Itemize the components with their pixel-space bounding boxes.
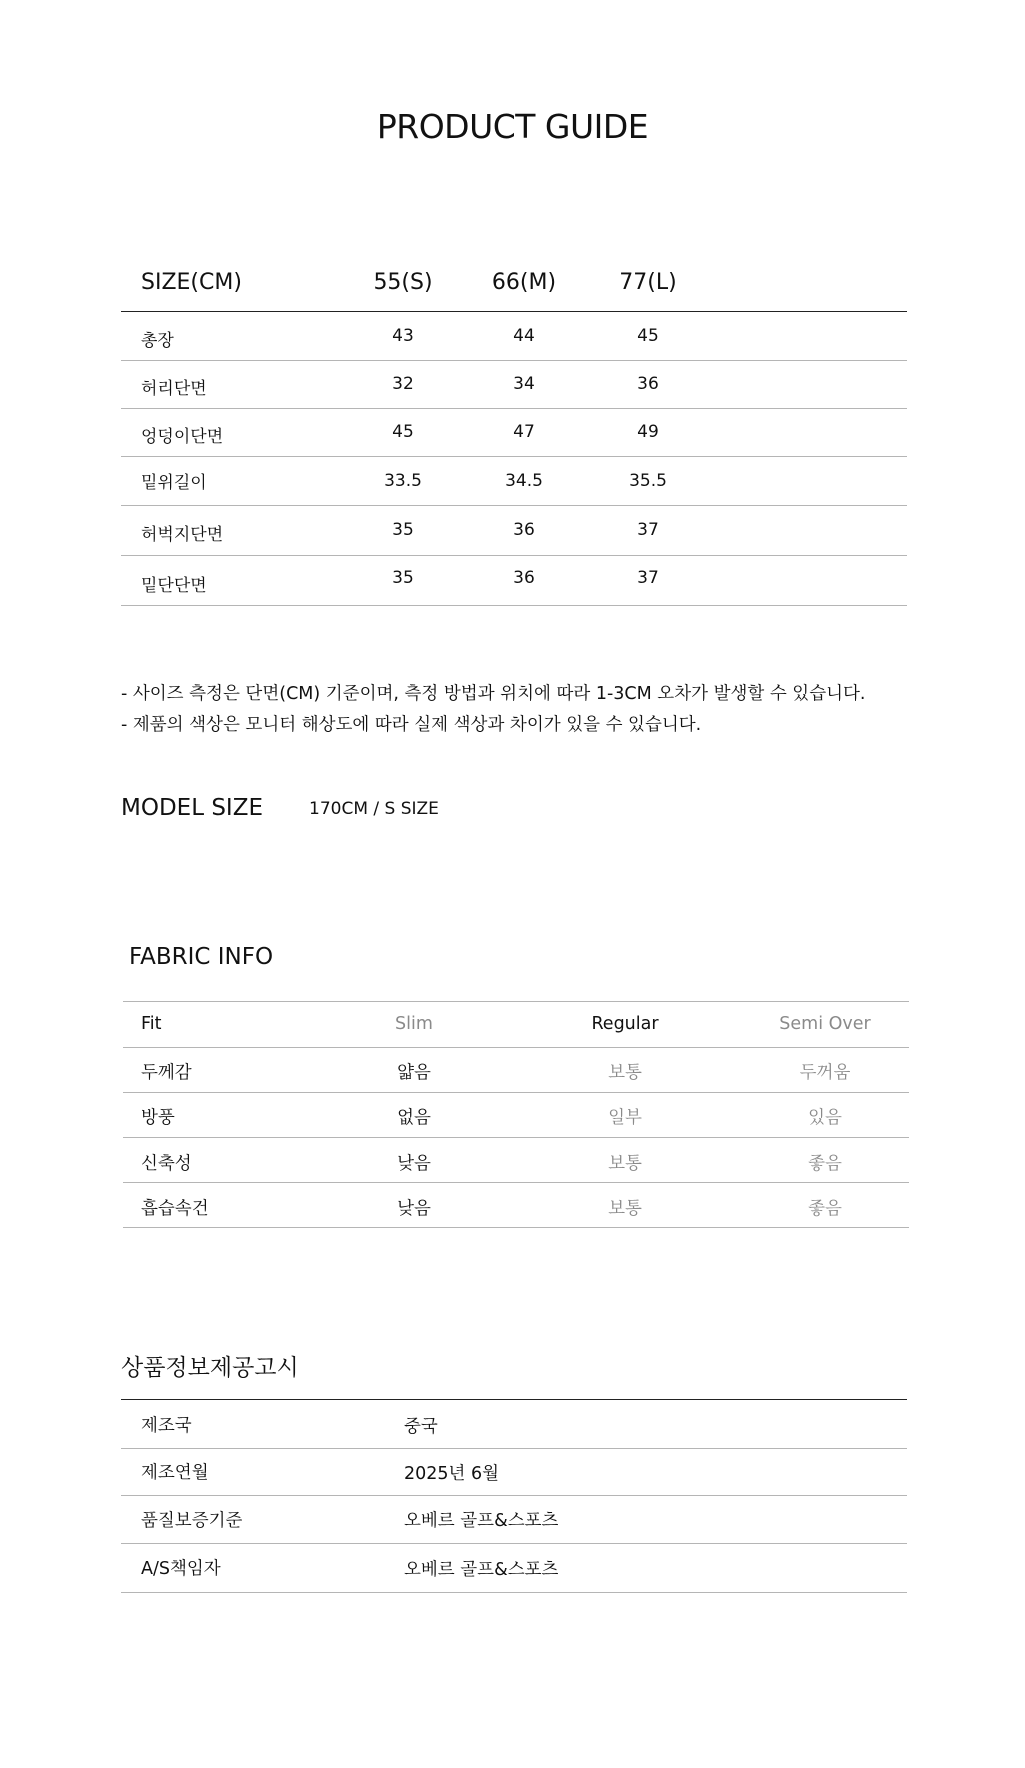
cell-l: 37 xyxy=(637,520,659,540)
table-row xyxy=(121,409,907,457)
fabric-value-selected: 낮음 xyxy=(397,1199,431,1219)
fabric-value: 보통 xyxy=(608,1199,642,1219)
info-key: A/S책임자 xyxy=(141,1559,221,1579)
fabric-row-label: 두께감 xyxy=(141,1063,192,1083)
info-key: 품질보증기준 xyxy=(141,1511,243,1531)
fabric-value: 두꺼움 xyxy=(799,1063,851,1083)
row-label: 허벅지단면 xyxy=(141,525,224,545)
fabric-header-fit: Fit xyxy=(141,1014,162,1034)
table-row xyxy=(123,1183,909,1228)
table-row xyxy=(121,1544,907,1593)
cell-l: 37 xyxy=(637,568,659,588)
row-label: 엉덩이단면 xyxy=(141,427,224,447)
model-size-label: MODEL SIZE xyxy=(121,795,263,821)
table-row xyxy=(121,506,907,556)
cell-m: 36 xyxy=(513,568,535,588)
model-size-value: 170CM / S SIZE xyxy=(309,799,439,819)
size-header-m: 66(M) xyxy=(491,270,557,295)
cell-s: 32 xyxy=(392,374,414,394)
size-table-header xyxy=(121,262,907,312)
size-header-s: 55(S) xyxy=(373,270,433,295)
row-label: 총장 xyxy=(141,331,174,351)
size-header-l: 77(L) xyxy=(619,270,677,295)
cell-l: 45 xyxy=(637,326,659,346)
size-notes xyxy=(121,679,866,741)
note-line: - 사이즈 측정은 단면(CM) 기준이며, 측정 방법과 위치에 따라 1-3CM 오차가 발생할 수 있습니다. xyxy=(121,684,866,704)
table-row xyxy=(121,1448,907,1496)
fabric-table-header xyxy=(123,1001,909,1048)
info-value: 중국 xyxy=(404,1417,438,1437)
table-row xyxy=(121,556,907,606)
cell-s: 35 xyxy=(392,520,414,540)
table-row xyxy=(121,312,907,361)
info-value: 2025년 6월 xyxy=(404,1464,500,1484)
cell-s: 45 xyxy=(392,422,414,442)
cell-l: 35.5 xyxy=(629,471,667,491)
info-key: 제조국 xyxy=(141,1416,192,1436)
row-label: 밑단단면 xyxy=(141,576,207,596)
fabric-header-regular: Regular xyxy=(591,1014,659,1034)
product-info-title: 상품정보제공고시 xyxy=(121,1355,299,1381)
table-row xyxy=(123,1138,909,1183)
info-key: 제조연월 xyxy=(141,1463,209,1483)
fabric-header-semi-over: Semi Over xyxy=(779,1014,871,1034)
cell-m: 34 xyxy=(513,374,535,394)
fabric-row-label: 방풍 xyxy=(141,1108,175,1128)
fabric-value: 보통 xyxy=(608,1063,642,1083)
fabric-value: 일부 xyxy=(608,1108,642,1128)
table-row xyxy=(121,1399,907,1449)
fabric-value: 좋음 xyxy=(808,1154,842,1174)
fabric-header-slim: Slim xyxy=(395,1014,433,1034)
page-title: PRODUCT GUIDE xyxy=(376,107,649,146)
fabric-value: 좋음 xyxy=(808,1199,842,1219)
cell-s: 35 xyxy=(392,568,414,588)
table-row xyxy=(123,1047,909,1093)
table-row xyxy=(121,1496,907,1544)
cell-s: 33.5 xyxy=(384,471,422,491)
row-label: 밑위길이 xyxy=(141,473,207,493)
cell-l: 36 xyxy=(637,374,659,394)
fabric-row-label: 흡습속건 xyxy=(141,1199,209,1219)
size-header-label: SIZE(CM) xyxy=(141,270,242,295)
cell-s: 43 xyxy=(392,326,414,346)
fabric-value-selected: 얇음 xyxy=(397,1063,431,1083)
table-row xyxy=(121,361,907,409)
fabric-value: 보통 xyxy=(608,1154,642,1174)
table-row xyxy=(121,457,907,506)
info-value: 오베르 골프&스포츠 xyxy=(404,1560,559,1580)
fabric-value-selected: 없음 xyxy=(397,1108,431,1128)
info-value: 오베르 골프&스포츠 xyxy=(404,1511,559,1531)
note-line: - 제품의 색상은 모니터 해상도에 따라 실제 색상과 차이가 있을 수 있습니다. xyxy=(121,715,702,735)
cell-m: 34.5 xyxy=(505,471,543,491)
fabric-info-title: FABRIC INFO xyxy=(129,944,274,970)
fabric-row-label: 신축성 xyxy=(141,1154,192,1174)
row-label: 허리단면 xyxy=(141,379,207,399)
cell-l: 49 xyxy=(637,422,659,442)
fabric-value-selected: 낮음 xyxy=(397,1154,431,1174)
cell-m: 36 xyxy=(513,520,535,540)
fabric-value: 있음 xyxy=(808,1108,842,1128)
cell-m: 47 xyxy=(513,422,535,442)
table-row xyxy=(123,1093,909,1138)
cell-m: 44 xyxy=(513,326,535,346)
